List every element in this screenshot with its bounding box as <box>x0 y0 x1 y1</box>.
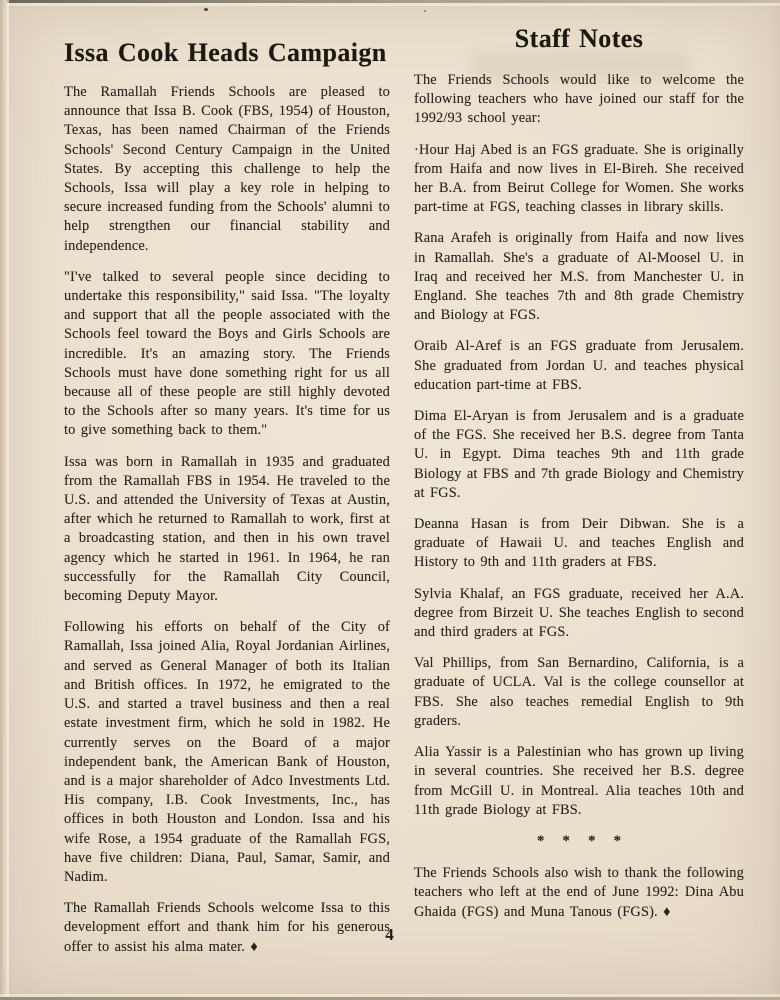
asterisk-separator: * * * * <box>536 832 622 849</box>
staff-entry: Deanna Hasan is from Deir Dibwan. She is a graduate of Hawaii U. and teaches English and History to 9th and 11th graders at FBS. <box>414 516 744 571</box>
article-title-left: Issa Cook Heads Campaign <box>64 38 387 67</box>
staff-entry: Alia Yassir is a Palestinian who has grown up living in several countries. She received her B.S. degree from McGill U. in Montreal. Alia teaches 10th and 11th grade Biology at FBS. <box>414 744 744 818</box>
article-issa-cook-campaign <box>64 38 390 957</box>
staff-entry: Oraib Al-Aref is an FGS graduate from Jerusalem. She graduated from Jordan U. and teaches physical education part-time at FBS. <box>414 338 744 393</box>
paragraph: Issa was born in Ramallah in 1935 and graduated from the Ramallah FBS in 1954. He traveled to the U.S. and attended the University of Texas at Austin, after which he returned to Ramallah to work, first at a broadcasting station, and then in his own travel agency which he started in 1961. In 1964, he ran successfully for the Ramallah City Council, becoming Deputy Mayor. <box>64 453 390 605</box>
dust-speck <box>424 10 426 12</box>
staff-entry: Val Phillips, from San Bernardino, California, is a graduate of UCLA. Val is the college counsellor at FBS. She also teaches remedial English to 9th graders. <box>414 655 744 729</box>
scan-edge-top-highlight <box>0 3 780 6</box>
staff-entry: Rana Arafeh is originally from Haifa and now lives in Ramallah. She's a graduate of Al-Moosel U. in Iraq and received her M.S. from Manchester U. in England. She teaches 7th and 8th grade Chemistry and Biology at FGS. <box>414 230 744 324</box>
article-title-right: Staff Notes <box>514 24 644 53</box>
page-number: 4 <box>385 925 395 944</box>
article-staff-notes <box>414 24 744 922</box>
paragraph: Following his efforts on behalf of the City of Ramallah, Issa joined Alia, Royal Jordanian Airlines, and served as General Manager of both its Italian and British offices. In 1972, he emigrated to the U.S. and started a travel business and then a real estate investment firm, which he sold in 1982. He currently serves on the Board of a major independent bank, the American Bank of Houston, and is a major shareholder of Adco Investments Ltd. His company, I.B. Cook Investments, Inc., has offices in both Houston and London. Issa and his wife Rose, a 1954 graduate of the Ramallah FGS, have five children: Diana, Paul, Samar, Samir, and Nadim. <box>64 619 390 885</box>
paragraph: The Ramallah Friends Schools are pleased to announce that Issa B. Cook (FBS, 1954) of Houston, Texas, has been named Chairman of the Friends Schools' Second Century Campaign in the United States. By accepting this challenge to help the Schools, Issa will play a key role in helping to secure increased funding from the Schools' alumni to help strengthen our financial stability and independence. <box>64 84 390 254</box>
intro-paragraph: The Friends Schools would like to welcome the following teachers who have joined our staff for the 1992/93 school year: <box>414 72 744 127</box>
dust-speck <box>204 8 208 11</box>
staff-entry: Sylvia Khalaf, an FGS graduate, received her A.A. degree from Birzeit U. She teaches English to second and third graders at FGS. <box>414 585 744 641</box>
paragraph: The Ramallah Friends Schools welcome Issa to this development effort and thank him for his generous offer to assist his alma mater. ♦ <box>64 900 390 955</box>
staff-entry: Dima El-Aryan is from Jerusalem and is a graduate of the FGS. She received her B.S. degree from Tanta U. in Egypt. Dima teaches 9th and 11th grade Biology at FBS and 7th grade Biology and Chemistry at FGS. <box>414 408 744 501</box>
closing-paragraph: The Friends Schools also wish to thank the following teachers who left at the end of June 1992: Dina Abu Ghaida (FGS) and Muna Tanous (FGS). ♦ <box>414 865 744 920</box>
staff-entry: ·Hour Haj Abed is an FGS graduate. She is originally from Haifa and now lives in El-Bireh. She received her B.A. from Beirut College for Women. She works part-time at FGS, teaching classes in library skills. <box>414 141 744 216</box>
paragraph: "I've talked to several people since deciding to undertake this responsibility," said Issa. "The loyalty and support that all the people associated with the Schools feel toward the Boys and Girls Schools are incredible. It's an amazing story. The Friends Schools must have done something right for us all because all of these people are still highly devoted to the Schools after so many years. It's time for us to give something back to them." <box>64 268 390 439</box>
scan-edge-bottom-highlight <box>0 994 780 997</box>
scan-edge-left-crease <box>7 0 9 1000</box>
